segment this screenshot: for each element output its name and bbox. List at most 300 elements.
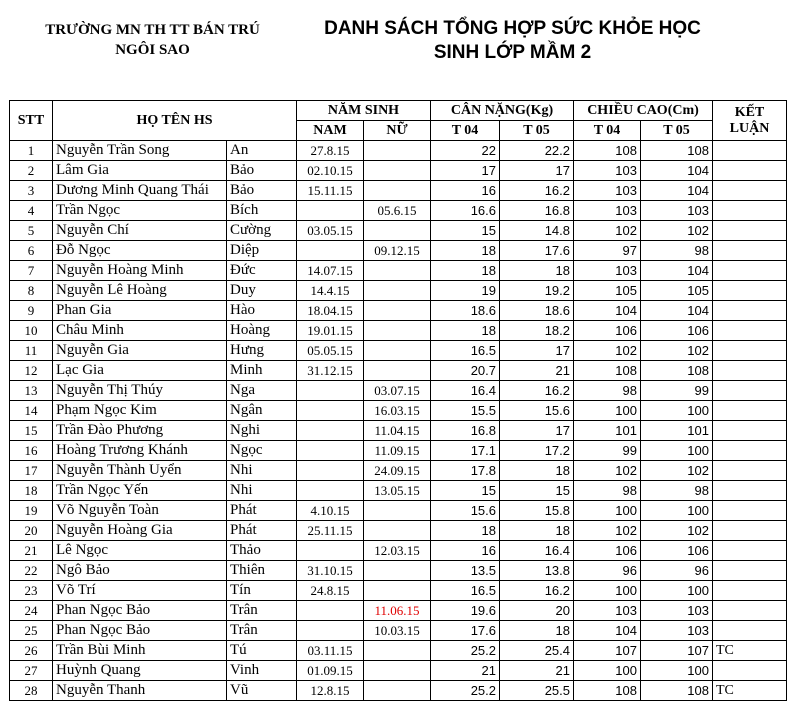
weight-t05: 21: [500, 661, 574, 681]
document-title-line2: SINH LỚP MẦM 2: [433, 42, 592, 63]
birth-female: 11.09.15: [364, 441, 431, 461]
row-stt: 10: [10, 321, 53, 341]
weight-t04: 16.6: [431, 201, 500, 221]
row-stt: 20: [10, 521, 53, 541]
height-t05: 100: [641, 401, 713, 421]
student-given-name: Ngọc: [227, 441, 297, 461]
birth-female: [364, 141, 431, 161]
row-stt: 13: [10, 381, 53, 401]
student-given-name: Cường: [227, 221, 297, 241]
row-stt: 28: [10, 681, 53, 701]
height-t05: 102: [641, 461, 713, 481]
birth-female: [364, 301, 431, 321]
result: [713, 421, 787, 441]
birth-male: 01.09.15: [297, 661, 364, 681]
birth-female: 05.6.15: [364, 201, 431, 221]
student-given-name: Tú: [227, 641, 297, 661]
weight-t04: 18: [431, 321, 500, 341]
student-given-name: Vinh: [227, 661, 297, 681]
weight-t04: 18: [431, 261, 500, 281]
student-given-name: Duy: [227, 281, 297, 301]
birth-female: [364, 641, 431, 661]
table-row: [10, 541, 787, 561]
result: [713, 601, 787, 621]
birth-female: [364, 661, 431, 681]
row-stt: 6: [10, 241, 53, 261]
student-surname: Nguyễn Thanh: [53, 681, 227, 701]
header-height-t04: T 04: [574, 121, 641, 141]
table-row: [10, 181, 787, 201]
birth-female: [364, 341, 431, 361]
row-stt: 19: [10, 501, 53, 521]
height-t04: 103: [574, 201, 641, 221]
result: [713, 161, 787, 181]
weight-t04: 22: [431, 141, 500, 161]
weight-t05: 18.2: [500, 321, 574, 341]
height-t05: 104: [641, 261, 713, 281]
weight-t05: 19.2: [500, 281, 574, 301]
height-t05: 106: [641, 321, 713, 341]
weight-t05: 17: [500, 161, 574, 181]
student-surname: Võ Nguyễn Toàn: [53, 501, 227, 521]
weight-t04: 16.4: [431, 381, 500, 401]
header-height-t05: T 05: [641, 121, 713, 141]
weight-t05: 20: [500, 601, 574, 621]
birth-male: [297, 541, 364, 561]
height-t05: 108: [641, 361, 713, 381]
weight-t04: 18.6: [431, 301, 500, 321]
table-row: [10, 461, 787, 481]
row-stt: 25: [10, 621, 53, 641]
height-t05: 100: [641, 581, 713, 601]
table-row: [10, 481, 787, 501]
weight-t05: 22.2: [500, 141, 574, 161]
weight-t04: 17: [431, 161, 500, 181]
student-surname: Đỗ Ngọc: [53, 241, 227, 261]
row-stt: 4: [10, 201, 53, 221]
result: [713, 661, 787, 681]
birth-female: [364, 581, 431, 601]
weight-t04: 21: [431, 661, 500, 681]
birth-female: 10.03.15: [364, 621, 431, 641]
table-row: [10, 301, 787, 321]
height-t04: 99: [574, 441, 641, 461]
student-surname: Nguyễn Trần Song: [53, 141, 227, 161]
birth-male: 31.12.15: [297, 361, 364, 381]
height-t05: 100: [641, 441, 713, 461]
result: [713, 621, 787, 641]
birth-female: 11.04.15: [364, 421, 431, 441]
result: [713, 341, 787, 361]
weight-t05: 16.4: [500, 541, 574, 561]
table-row: [10, 601, 787, 621]
weight-t04: 15.5: [431, 401, 500, 421]
height-t04: 101: [574, 421, 641, 441]
student-given-name: Nga: [227, 381, 297, 401]
student-surname: Nguyễn Hoàng Gia: [53, 521, 227, 541]
result: [713, 301, 787, 321]
weight-t05: 18: [500, 261, 574, 281]
birth-male: 03.05.15: [297, 221, 364, 241]
height-t04: 103: [574, 601, 641, 621]
result: [713, 281, 787, 301]
row-stt: 3: [10, 181, 53, 201]
weight-t04: 25.2: [431, 681, 500, 701]
birth-female: 24.09.15: [364, 461, 431, 481]
header-result-line1: KẾT: [734, 104, 765, 120]
height-t05: 100: [641, 501, 713, 521]
student-surname: Trần Đào Phương: [53, 421, 227, 441]
birth-male: [297, 481, 364, 501]
height-t05: 98: [641, 481, 713, 501]
student-given-name: Nhi: [227, 481, 297, 501]
birth-male: [297, 621, 364, 641]
row-stt: 22: [10, 561, 53, 581]
school-name-line1: TRƯỜNG MN TH TT BÁN TRÚ: [45, 22, 260, 38]
birth-female: 11.06.15: [364, 601, 431, 621]
birth-female: [364, 501, 431, 521]
weight-t04: 18: [431, 521, 500, 541]
birth-male: 4.10.15: [297, 501, 364, 521]
birth-male: 03.11.15: [297, 641, 364, 661]
birth-female: 09.12.15: [364, 241, 431, 261]
result: [713, 221, 787, 241]
document-title: [305, 17, 720, 65]
student-surname: Trần Ngọc Yến: [53, 481, 227, 501]
weight-t05: 18.6: [500, 301, 574, 321]
table-row: [10, 221, 787, 241]
weight-t04: 15: [431, 221, 500, 241]
header-stt: STT: [10, 101, 53, 141]
result: [713, 381, 787, 401]
birth-male: 14.07.15: [297, 261, 364, 281]
result: [713, 541, 787, 561]
student-given-name: Bích: [227, 201, 297, 221]
birth-female: 12.03.15: [364, 541, 431, 561]
height-t04: 102: [574, 221, 641, 241]
height-t05: 102: [641, 221, 713, 241]
student-given-name: Phát: [227, 501, 297, 521]
result: [713, 461, 787, 481]
weight-t04: 19: [431, 281, 500, 301]
student-surname: Châu Minh: [53, 321, 227, 341]
weight-t05: 18: [500, 461, 574, 481]
weight-t05: 17.2: [500, 441, 574, 461]
height-t05: 102: [641, 521, 713, 541]
height-t05: 104: [641, 181, 713, 201]
row-stt: 7: [10, 261, 53, 281]
table-row: [10, 521, 787, 541]
document-title-line1: DANH SÁCH TỔNG HỢP SỨC KHỎE HỌC: [324, 18, 701, 39]
birth-male: 15.11.15: [297, 181, 364, 201]
row-stt: 8: [10, 281, 53, 301]
student-surname: Lê Ngọc: [53, 541, 227, 561]
birth-female: [364, 321, 431, 341]
birth-male: 25.11.15: [297, 521, 364, 541]
weight-t04: 15: [431, 481, 500, 501]
row-stt: 21: [10, 541, 53, 561]
weight-t05: 16.2: [500, 181, 574, 201]
header-weight-t05: T 05: [500, 121, 574, 141]
birth-male: [297, 601, 364, 621]
weight-t04: 16: [431, 541, 500, 561]
header-weight: CÂN NẶNG(Kg): [431, 101, 574, 121]
birth-male: 02.10.15: [297, 161, 364, 181]
table-row: [10, 241, 787, 261]
weight-t04: 13.5: [431, 561, 500, 581]
height-t05: 102: [641, 341, 713, 361]
student-given-name: Trân: [227, 621, 297, 641]
student-given-name: Nghi: [227, 421, 297, 441]
table-row: [10, 661, 787, 681]
birth-male: 27.8.15: [297, 141, 364, 161]
table-row: [10, 321, 787, 341]
result: [713, 581, 787, 601]
height-t05: 100: [641, 661, 713, 681]
weight-t05: 25.5: [500, 681, 574, 701]
height-t04: 106: [574, 541, 641, 561]
weight-t04: 20.7: [431, 361, 500, 381]
student-surname: Nguyễn Chí: [53, 221, 227, 241]
result: [713, 261, 787, 281]
table-row: [10, 401, 787, 421]
row-stt: 1: [10, 141, 53, 161]
height-t04: 108: [574, 681, 641, 701]
student-given-name: Phát: [227, 521, 297, 541]
height-t05: 99: [641, 381, 713, 401]
result: [713, 561, 787, 581]
height-t04: 102: [574, 461, 641, 481]
birth-female: [364, 561, 431, 581]
weight-t04: 15.6: [431, 501, 500, 521]
height-t04: 100: [574, 501, 641, 521]
student-surname: Nguyễn Thành Uyển: [53, 461, 227, 481]
table-row: [10, 441, 787, 461]
header-height: CHIỀU CAO(Cm): [574, 101, 713, 121]
school-name-line2: NGÔI SAO: [115, 42, 190, 58]
header-female: NỮ: [364, 121, 431, 141]
row-stt: 24: [10, 601, 53, 621]
birth-male: 05.05.15: [297, 341, 364, 361]
student-given-name: An: [227, 141, 297, 161]
birth-female: [364, 681, 431, 701]
birth-female: [364, 181, 431, 201]
student-surname: Nguyễn Thị Thúy: [53, 381, 227, 401]
table-row: [10, 561, 787, 581]
weight-t05: 18: [500, 521, 574, 541]
birth-male: 19.01.15: [297, 321, 364, 341]
result: [713, 501, 787, 521]
height-t04: 102: [574, 521, 641, 541]
row-stt: 26: [10, 641, 53, 661]
table-row: [10, 621, 787, 641]
student-given-name: Ngân: [227, 401, 297, 421]
result: [713, 321, 787, 341]
weight-t04: 16: [431, 181, 500, 201]
weight-t05: 15: [500, 481, 574, 501]
table-row: [10, 501, 787, 521]
school-name: [30, 20, 275, 60]
height-t05: 104: [641, 301, 713, 321]
height-t04: 103: [574, 161, 641, 181]
height-t04: 103: [574, 181, 641, 201]
height-t04: 103: [574, 261, 641, 281]
row-stt: 14: [10, 401, 53, 421]
birth-male: 24.8.15: [297, 581, 364, 601]
result: [713, 141, 787, 161]
birth-male: [297, 421, 364, 441]
birth-male: [297, 461, 364, 481]
height-t05: 108: [641, 681, 713, 701]
row-stt: 12: [10, 361, 53, 381]
height-t05: 105: [641, 281, 713, 301]
header-weight-t04: T 04: [431, 121, 500, 141]
birth-female: 13.05.15: [364, 481, 431, 501]
birth-female: [364, 521, 431, 541]
row-stt: 9: [10, 301, 53, 321]
result: [713, 361, 787, 381]
height-t04: 104: [574, 621, 641, 641]
student-surname: Dương Minh Quang Thái: [53, 181, 227, 201]
row-stt: 27: [10, 661, 53, 681]
table-row: [10, 341, 787, 361]
birth-male: 18.04.15: [297, 301, 364, 321]
header-birth: NĂM SINH: [297, 101, 431, 121]
birth-male: [297, 401, 364, 421]
student-given-name: Hào: [227, 301, 297, 321]
student-given-name: Minh: [227, 361, 297, 381]
weight-t04: 25.2: [431, 641, 500, 661]
student-given-name: Diệp: [227, 241, 297, 261]
student-surname: Phan Ngọc Bảo: [53, 601, 227, 621]
table-row: [10, 361, 787, 381]
height-t04: 100: [574, 661, 641, 681]
birth-female: 16.03.15: [364, 401, 431, 421]
weight-t05: 15.6: [500, 401, 574, 421]
height-t05: 104: [641, 161, 713, 181]
student-given-name: Đức: [227, 261, 297, 281]
weight-t04: 17.6: [431, 621, 500, 641]
result: TC: [713, 641, 787, 661]
weight-t05: 16.8: [500, 201, 574, 221]
height-t04: 98: [574, 481, 641, 501]
height-t04: 96: [574, 561, 641, 581]
weight-t04: 17.1: [431, 441, 500, 461]
weight-t04: 19.6: [431, 601, 500, 621]
row-stt: 16: [10, 441, 53, 461]
student-surname: Lâm Gia: [53, 161, 227, 181]
birth-male: [297, 441, 364, 461]
result: [713, 521, 787, 541]
row-stt: 5: [10, 221, 53, 241]
birth-female: [364, 281, 431, 301]
birth-male: 14.4.15: [297, 281, 364, 301]
student-surname: Huỳnh Quang: [53, 661, 227, 681]
header-result-line2: LUẬN: [729, 120, 770, 136]
weight-t05: 13.8: [500, 561, 574, 581]
row-stt: 23: [10, 581, 53, 601]
result: [713, 241, 787, 261]
student-surname: Nguyễn Hoàng Minh: [53, 261, 227, 281]
table-row: [10, 381, 787, 401]
row-stt: 15: [10, 421, 53, 441]
height-t05: 103: [641, 621, 713, 641]
result: TC: [713, 681, 787, 701]
student-surname: Trần Ngọc: [53, 201, 227, 221]
health-table: [9, 100, 787, 701]
weight-t05: 18: [500, 621, 574, 641]
weight-t04: 16.5: [431, 341, 500, 361]
table-row: [10, 201, 787, 221]
height-t04: 97: [574, 241, 641, 261]
birth-male: [297, 201, 364, 221]
height-t04: 105: [574, 281, 641, 301]
table-row: [10, 141, 787, 161]
birth-male: [297, 381, 364, 401]
weight-t05: 17: [500, 421, 574, 441]
student-surname: Ngô Bảo: [53, 561, 227, 581]
result: [713, 201, 787, 221]
height-t05: 98: [641, 241, 713, 261]
table-row: [10, 261, 787, 281]
weight-t04: 16.5: [431, 581, 500, 601]
result: [713, 401, 787, 421]
header-name: HỌ TÊN HS: [53, 101, 297, 141]
student-given-name: Tín: [227, 581, 297, 601]
weight-t05: 16.2: [500, 381, 574, 401]
height-t05: 101: [641, 421, 713, 441]
height-t05: 103: [641, 201, 713, 221]
student-surname: Nguyễn Lê Hoàng: [53, 281, 227, 301]
student-surname: Hoàng Trương Khánh: [53, 441, 227, 461]
height-t04: 98: [574, 381, 641, 401]
student-surname: Phan Ngọc Bảo: [53, 621, 227, 641]
student-given-name: Hoàng: [227, 321, 297, 341]
birth-male: 31.10.15: [297, 561, 364, 581]
student-given-name: Bảo: [227, 161, 297, 181]
student-given-name: Bảo: [227, 181, 297, 201]
birth-female: [364, 361, 431, 381]
student-surname: Nguyễn Gia: [53, 341, 227, 361]
student-given-name: Thảo: [227, 541, 297, 561]
student-surname: Võ Trí: [53, 581, 227, 601]
weight-t05: 21: [500, 361, 574, 381]
result: [713, 181, 787, 201]
student-surname: Lạc Gia: [53, 361, 227, 381]
table-row: [10, 161, 787, 181]
weight-t04: 17.8: [431, 461, 500, 481]
height-t04: 100: [574, 581, 641, 601]
birth-female: [364, 221, 431, 241]
height-t05: 106: [641, 541, 713, 561]
table-row: [10, 641, 787, 661]
table-row: [10, 281, 787, 301]
height-t04: 106: [574, 321, 641, 341]
row-stt: 2: [10, 161, 53, 181]
weight-t05: 25.4: [500, 641, 574, 661]
height-t05: 108: [641, 141, 713, 161]
height-t04: 102: [574, 341, 641, 361]
height-t05: 107: [641, 641, 713, 661]
student-surname: Trần Bùi Minh: [53, 641, 227, 661]
birth-female: 03.07.15: [364, 381, 431, 401]
birth-male: 12.8.15: [297, 681, 364, 701]
weight-t05: 17.6: [500, 241, 574, 261]
birth-male: [297, 241, 364, 261]
row-stt: 17: [10, 461, 53, 481]
table-row: [10, 421, 787, 441]
student-given-name: Hưng: [227, 341, 297, 361]
